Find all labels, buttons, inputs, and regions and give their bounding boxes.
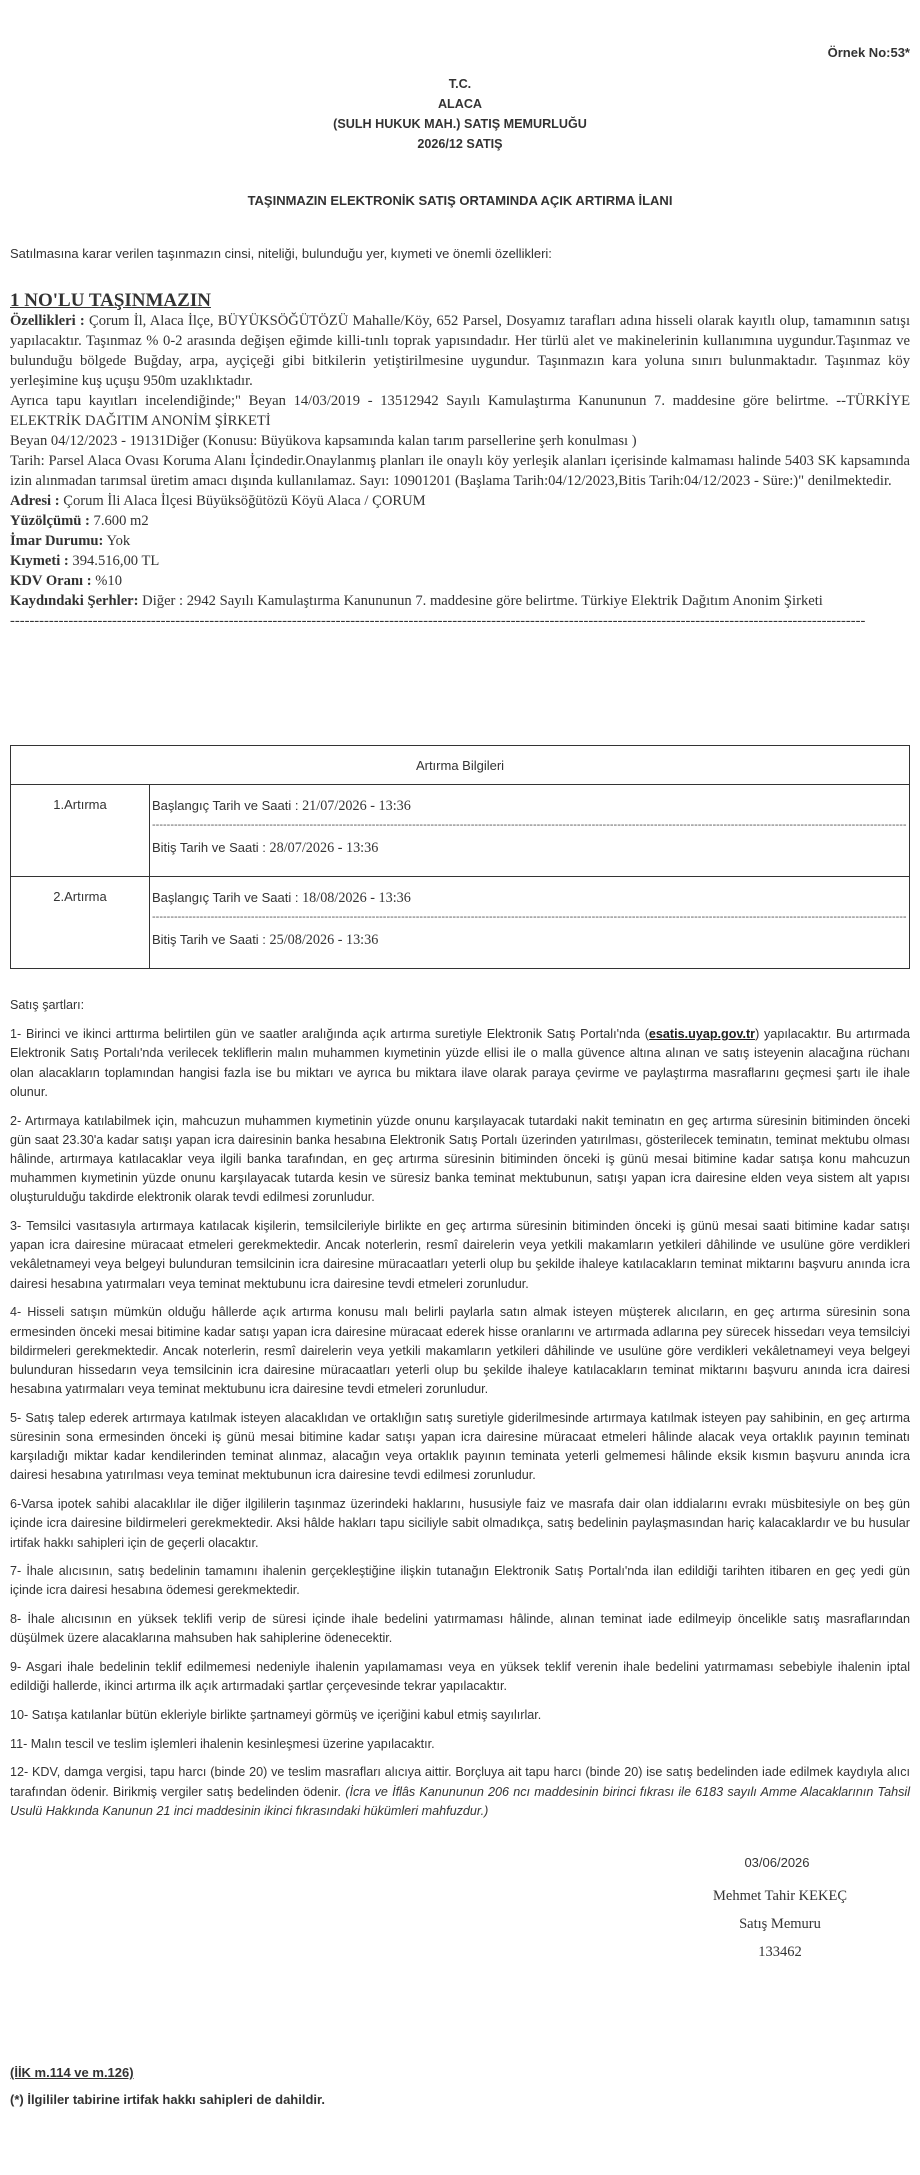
vat-label: KDV Oranı : bbox=[10, 573, 92, 589]
signature-block bbox=[650, 1855, 910, 1961]
auction-round-row bbox=[11, 785, 910, 877]
signer-title: Satış Memuru bbox=[739, 1916, 821, 1932]
sale-terms bbox=[10, 996, 910, 1831]
header-line-office: (SULH HUKUK MAH.) SATIŞ MEMURLUĞU bbox=[333, 117, 587, 131]
property-deed-text: Ayrıca tapu kayıtları incelendiğinde;" Beyan 14/03/2019 - 13512942 Sayılı Kamulaştırma Kanununun 7. maddesine göre belirtme. --TÜRKİYE ELEKTRİK DAĞITIM ANONİM ŞİRKETİ bbox=[10, 393, 910, 429]
term-4: 4- Hisseli satışın mümkün olduğu hâllerde açık artırma konusu malı belirli paylarla satın almak isteyen müşterek alıcıların, en geç artırma süresinin sona ermesinden önceki mesai bitimine kadar satışı yapan icra dairesine müracaat ederek hisse oranlarını ve artırmada adlarına pey sürecek hissedarı veya temsilciyi bildirmeleri gerekmektedir. Ancak noterlerin, resmî dairelerin veya yetkili makamların yetkileri dâhilinde ve usulüne göre verdikleri vekâletnameyi veya belgeyi bulunduran hissedarın veya temsilcinin icra dairesine müracaatları yeterli olup bu şekilde ihaleye katılacakların teminat miktarını başvuru anında icra dairesi hesabına yatırmaları veya teminat mektubunu icra dairesine tevdi etmeleri zorunludur. bbox=[10, 1305, 910, 1397]
law-reference bbox=[10, 2065, 134, 2080]
term-6: 6-Varsa ipotek sahibi alacaklılar ile diğer ilgililerin taşınmaz üzerindeki haklarını, hususiyle faiz ve masrafa dair olan iddialarını evrakı müsbitesiyle on beş gün içinde icra dairesine bildirmeleri gerekmektedir. Aksi hâlde hakları tapu siciliyle sabit olmadıkça, satış bedelinin paylaşmasından hariç kalacaklardır ve bu husular irtifak hakkı sahipleri için de geçerli olacaktır. bbox=[10, 1497, 910, 1550]
term-5: 5- Satış talep ederek artırmaya katılmak isteyen alacaklıdan ve ortaklığın satış suretiyle giderilmesinde artırmaya katılmak isteyen pay sahibinin, en geç artırma süresinin sona ermesinden önceki iş günü mesai bitimine kadar satışı yapan icra dairesine müracaat etmeleri hâlinde alacak veya ortaklık payının teminatı karşıladığı miktar kadar kendilerinden teminat alınmaz, alacağın veya ortaklık payının teminata yeterli gelmemesi hâlinde eksik kısmın başvuru anında icra dairesi hesabına yatırılması veya teminat mektubunun icra dairesine tevdi edilmesi zorunludur. bbox=[10, 1410, 910, 1483]
start-label: Başlangıç Tarih ve Saati : bbox=[152, 890, 303, 905]
end-label: Bitiş Tarih ve Saati : bbox=[152, 840, 270, 855]
value-label: Kıymeti : bbox=[10, 553, 69, 569]
round-end bbox=[152, 927, 909, 953]
zoning-value: Yok bbox=[103, 533, 131, 549]
terms-heading: Satış şartları: bbox=[10, 998, 85, 1012]
zoning-label: İmar Durumu: bbox=[10, 533, 104, 549]
round-end bbox=[152, 835, 909, 861]
term-1 bbox=[10, 1025, 910, 1102]
area-value: 7.600 m2 bbox=[89, 513, 149, 529]
annotations-value: Diğer : 2942 Sayılı Kamulaştırma Kanununun 7. maddesine göre belirtme. Türkiye Elektrik Dağıtım Anonim Şirketi bbox=[138, 593, 823, 609]
property-section bbox=[10, 289, 910, 631]
signature-date: 03/06/2026 bbox=[744, 1855, 810, 1870]
vat-value: %10 bbox=[91, 573, 123, 589]
term-7: 7- İhale alıcısının, satış bedelinin tamamını ihalenin gerçekleştiğine ilişkin tutanağın Elektronik Satış Portalı'nda ilan edildiği tarihten itibaren en geç yedi gün içinde icra dairesi hesabına ödemesi gerekmektedir. bbox=[10, 1564, 910, 1598]
property-separator: -------------------------------------------------------------------------------------------------------------------------------------------------------------------------------- bbox=[10, 613, 866, 629]
start-label: Başlangıç Tarih ve Saati : bbox=[152, 798, 303, 813]
features-text: Çorum İl, Alaca İlçe, BÜYÜKSÖĞÜTÖZÜ Mahalle/Köy, 652 Parsel, Dosyamız tarafları adına hisseli olarak kayıtlı olup, tamamının satışı yapılacaktır. Taşınmaz % 0-2 arasında değişen eğimde killi-tınlı toprak yapısındadır. Her türlü alet ve makinelerinin kullanımına uygundur.Taşınmaz ve bulunduğu bölgede Buğday, arpa, ayçiçeği gibi bitkilerin yetiştirilmesine uygundur. Taşınmazın kara yoluna sınırı bulunmaktadır. Taşınmaz köy yerleşimine kuş uçuşu 950m uzaklıktadır. bbox=[10, 313, 910, 389]
property-value bbox=[10, 551, 910, 571]
property-zoning bbox=[10, 531, 910, 551]
round-dates bbox=[150, 785, 910, 877]
round-label: 1.Artırma bbox=[11, 785, 150, 877]
term-11: 11- Malın tescil ve teslim işlemleri ihalenin kesinleşmesi üzerine yapılacaktır. bbox=[10, 1736, 435, 1751]
signer-name: Mehmet Tahir KEKEÇ bbox=[712, 1888, 848, 1904]
announcement-title: TAŞINMAZIN ELEKTRONİK SATIŞ ORTAMINDA AÇIK ARTIRMA İLANI bbox=[247, 193, 673, 208]
header-line-file-no: 2026/12 SATIŞ bbox=[417, 137, 503, 151]
term-12-text: 12- KDV, damga vergisi, tapu harcı (binde 20) ve teslim masrafları alıcıya aittir. Borçluya ait tapu harcı (binde 20) ise satış bedelinden iade edilmek kaydıyla alıcı tarafından ödenir. Birikmiş vergiler satış bedelinden ödenir. bbox=[10, 1765, 910, 1799]
property-features bbox=[10, 311, 910, 391]
term-10: 10- Satışa katılanlar bütün ekleriyle birlikte şartnameyi görmüş ve içeriğini kabul etmiş sayılırlar. bbox=[10, 1708, 542, 1722]
address-label: Adresi : bbox=[10, 493, 60, 509]
start-value: 21/07/2026 - 13:36 bbox=[302, 798, 411, 814]
term-1-text: 1- Birinci ve ikinci arttırma belirtilen gün ve saatler aralığında açık artırma suretiyle Elektronik Satış Portalı'nda ( bbox=[10, 1027, 649, 1042]
intro-text: Satılmasına karar verilen taşınmazın cinsi, niteliği, bulunduğu yer, kıymeti ve önemli özellikleri: bbox=[10, 246, 552, 261]
round-label: 2.Artırma bbox=[11, 877, 150, 969]
features-label: Özellikleri : bbox=[10, 313, 85, 329]
signer-number: 133462 bbox=[758, 1944, 802, 1960]
end-value: 25/08/2026 - 13:36 bbox=[269, 932, 379, 948]
term-9: 9- Asgari ihale bedelinin teklif edilmemesi nedeniyle ihalenin yapılamaması veya en yüksek teklif verenin ihale bedelini yatırmaması sebebiyle ihalenin iptal edildiği hallerde, ikinci artırma ilk açık artırmadaki şartlar çerçevesinde tekrar yapılacaktır. bbox=[10, 1660, 910, 1694]
property-address bbox=[10, 491, 910, 511]
annotations-label: Kaydındaki Şerhler: bbox=[10, 593, 139, 609]
law-reference-text: (İİK m.114 ve m.126) bbox=[10, 2065, 134, 2080]
term-8: 8- İhale alıcısının en yüksek teklifi verip de süresi içinde ihale bedelini yatırmaması hâlinde, alınan teminat iade edilmeyip öncelikle satış masraflarından düşülmek üzere alacaklarına mahsuben hak sahiplerine ödenecektir. bbox=[10, 1612, 910, 1646]
term-3: 3- Temsilci vasıtasıyla artırmaya katılacak kişilerin, temsilcileriyle birlikte en geç artırma süresinin bitiminden önceki iş günü mesai saati bitimine kadar satışı yapan icra dairesine müracaat etmeleri gerekmektedir. Ancak noterlerin, resmî dairelerin veya yetkili makamların yetkileri dâhilinde ve usulüne göre verdikleri vekâletnameyi veya belgeyi bulunduran temsilcinin icra dairesine müracaatları yeterli olup bu şekilde ihaleye katılacakların teminat miktarını başvuru anında icra dairesi hesabına yatırmaları veya teminat mektubunu icra dairesine tevdi etmeleri zorunludur. bbox=[10, 1219, 910, 1291]
round-start bbox=[152, 885, 909, 911]
property-vat bbox=[10, 571, 910, 591]
property-title: 1 NO'LU TAŞINMAZIN bbox=[10, 290, 211, 311]
term-12-legal-note: (İcra ve İflâs Kanununun 206 ncı maddesinin birinci fıkrası ile 6183 sayılı Amme Alacaklarının Tahsil Usulü Hakkında Kanunun 21 inci maddesinin ikinci fıkrasındaki hükümleri mahfuzdur.) bbox=[10, 1784, 910, 1818]
round-separator: -------------------------------------------------------------------------------------------------------------------------------------------------------------------------------------------------------------- bbox=[152, 819, 907, 831]
property-area bbox=[10, 511, 910, 531]
term-12 bbox=[10, 1763, 910, 1821]
address-value: Çorum İli Alaca İlçesi Büyüksöğütözü Köyü Alaca / ÇORUM bbox=[59, 493, 426, 509]
term-1-text-end: ) yapılacaktır. Bu artırmada Elektronik Satış Portalı'nda verilecek tekliflerin malın muhammen kıymetinin yüzde ellisi ile o malla güvence altına alınan ve satış isteyenin alacağına rüchanı olan alacakların toplamından hangisi fazla ise bu miktarı ve ayrıca bu miktara ilave olarak paraya çevirme ve paylaştırma masraflarını geçmesi şartı ile ihale olunur. bbox=[10, 1027, 910, 1099]
term-2: 2- Artırmaya katılabilmek için, mahcuzun muhammen kıymetinin yüzde onunu karşılayacak tutardaki nakit teminatın en geç artırma süresinin bitiminden önceki gün saat 23.30'a kadar satışı yapan icra dairesinin banka hesabına Elektronik Satış Portalı üzerinden yatırılması, gösterilecek teminatın, teminat mektubu olması hâlinde, artırmaya katılacaklar veya ilgili banka tarafından, en geç artırma süresinin bitiminden önceki iş günü mesai bitimine kadar satışa konu mahcuzun muhammen kıymetinin yüzde onunu karşılayacak tutarda kesin ve süresiz banka teminat mektubunun, satışı yapan icra dairesine elden veya sistem alt yapısı oluşturulduğu takdirde elektronik olarak tevdi edilmesi zorunludur. bbox=[10, 1113, 910, 1205]
property-plot-note: Tarih: Parsel Alaca Ovası Koruma Alanı İçindedir.Onaylanmış planları ile onaylı köy yerleşik alanları içerisinde kalmaması halinde 5403 SK kapsamında izin alınmadan tarımsal üretim amacı dışında kullanılamaz. Sayı: 10901201 (Başlama Tarih:04/12/2023,Bitis Tarih:04/12/2023 - Süre:)" denilmektedir. bbox=[10, 453, 910, 489]
round-start bbox=[152, 793, 909, 819]
sample-number: Örnek No:53* bbox=[827, 45, 910, 60]
auction-info-table bbox=[10, 745, 910, 969]
auction-round-row bbox=[11, 877, 910, 969]
footnote-note: (*) İlgililer tabirine irtifak hakkı sahipleri de dahildir. bbox=[10, 2092, 325, 2107]
end-label: Bitiş Tarih ve Saati : bbox=[152, 932, 270, 947]
property-annotations bbox=[10, 591, 910, 611]
esatis-portal-link[interactable]: esatis.uyap.gov.tr bbox=[648, 1027, 756, 1042]
area-label: Yüzölçümü : bbox=[10, 513, 90, 529]
header-line-tc: T.C. bbox=[448, 77, 472, 91]
start-value: 18/08/2026 - 13:36 bbox=[302, 890, 411, 906]
auction-info-heading: Artırma Bilgileri bbox=[11, 746, 910, 785]
header-line-city: ALACA bbox=[437, 97, 483, 111]
end-value: 28/07/2026 - 13:36 bbox=[269, 840, 379, 856]
round-dates bbox=[150, 877, 910, 969]
property-declaration: Beyan 04/12/2023 - 19131Diğer (Konusu: Büyükova kapsamında kalan tarım parsellerine şerh konulması ) bbox=[10, 433, 637, 449]
office-header bbox=[10, 74, 910, 154]
value-amount: 394.516,00 TL bbox=[68, 553, 160, 569]
round-separator: -------------------------------------------------------------------------------------------------------------------------------------------------------------------------------------------------------------- bbox=[152, 911, 907, 923]
